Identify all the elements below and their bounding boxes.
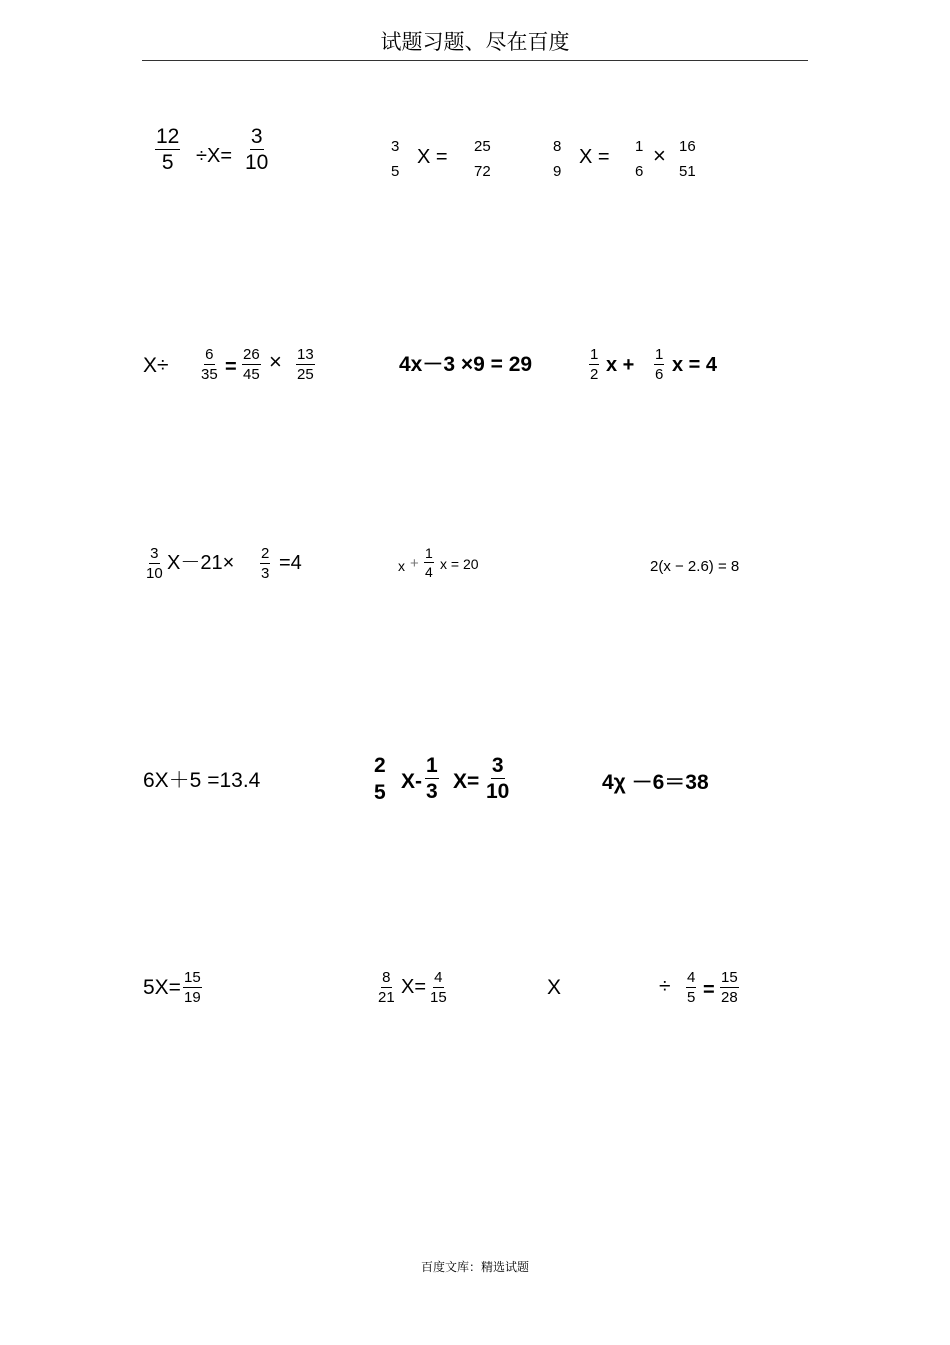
fraction [377,970,396,1005]
trailing-text: =4 [279,552,302,574]
numerator: 3 [250,125,263,148]
fraction [390,139,400,179]
denominator: 25 [297,366,314,383]
numerator: 1 [426,754,438,777]
fraction [686,970,696,1005]
operator-text: X = [579,146,610,168]
denominator: 5 [687,989,696,1006]
operator-text: ÷X= [196,145,232,167]
page-footer: 百度文库：精选试题 [420,1260,529,1274]
operator-text: x + [606,354,635,376]
numerator: 3 [491,754,504,777]
denominator: 2 [590,366,599,383]
denominator: 10 [146,565,163,582]
trailing-text: x = 4 [672,354,718,376]
plus-sign: + [410,555,419,572]
numerator: 1 [425,545,433,561]
numerator: 3 [391,138,400,155]
numerator: 1 [635,138,644,155]
numerator: 13 [297,346,314,363]
denominator: 21 [378,989,395,1006]
numerator: 15 [184,969,201,986]
header-divider [142,60,808,61]
numerator: 1 [655,346,664,363]
numerator: 25 [474,138,491,155]
operator-text: X= [401,976,427,998]
denominator: 19 [184,989,201,1006]
fraction [634,139,644,179]
denominator: 4 [425,564,433,580]
fraction [242,347,261,382]
leading-text: X÷ [143,354,169,377]
numerator: 8 [382,969,391,986]
numerator: 12 [156,125,180,148]
fraction [260,546,270,581]
numerator: 2 [261,545,270,562]
operator-text: X－21× [167,552,235,574]
numerator: 15 [721,969,738,986]
operator-text: X- [401,770,422,793]
denominator: 5 [374,781,386,804]
leading-text: x [398,558,405,574]
fraction [424,546,434,579]
numerator: 4 [687,969,696,986]
operator-text-2: X= [453,770,480,793]
denominator: 9 [553,163,562,180]
numerator: 26 [243,346,260,363]
denominator: 3 [426,780,438,803]
equation-9: 2(x − 2.6) = 8 [650,558,740,575]
denominator: 51 [679,163,696,180]
numerator: 3 [150,545,159,562]
numerator: 6 [205,346,214,363]
denominator: 5 [161,151,174,174]
fraction [552,139,562,179]
denominator: 10 [486,780,510,803]
fraction [425,755,439,802]
page-header-title: 试题习题、尽在百度 [380,30,570,54]
denominator: 6 [635,163,644,180]
denominator: 10 [245,151,269,174]
fraction [720,970,739,1005]
fraction [473,139,492,179]
leading-text: X [547,976,562,999]
fraction [183,970,202,1005]
numerator: 8 [553,138,562,155]
divide-sign: ÷ [659,975,671,998]
times-sign: × [269,349,282,374]
fraction [145,546,164,581]
fraction [155,126,180,173]
fraction [373,755,387,803]
equation-10: 6X＋5 =13.4 [143,769,261,792]
equation-12: 4χ －6＝38 [602,771,709,794]
leading-text: 5X= [143,976,181,999]
numerator: 2 [374,754,386,777]
equation-5: 4x－3 ×9 = 29 [399,353,533,376]
trailing-text: x = 20 [440,556,479,572]
fraction [589,347,599,382]
equals-sign: = [225,356,237,378]
denominator: 72 [474,163,491,180]
times-sign: × [653,143,666,168]
fraction [429,970,448,1005]
fraction [654,347,664,382]
denominator: 15 [430,989,447,1006]
denominator: 6 [655,366,664,383]
denominator: 45 [243,366,260,383]
fraction [296,347,315,382]
denominator: 3 [261,565,270,582]
fraction [244,126,269,173]
numerator: 16 [679,138,696,155]
denominator: 5 [391,163,400,180]
fraction [200,347,219,382]
fraction [678,139,697,179]
denominator: 28 [721,989,738,1006]
fraction [485,755,510,802]
denominator: 35 [201,366,218,383]
equals-sign: = [703,979,715,1001]
numerator: 1 [590,346,599,363]
numerator: 4 [434,969,443,986]
operator-text: X = [417,146,448,168]
